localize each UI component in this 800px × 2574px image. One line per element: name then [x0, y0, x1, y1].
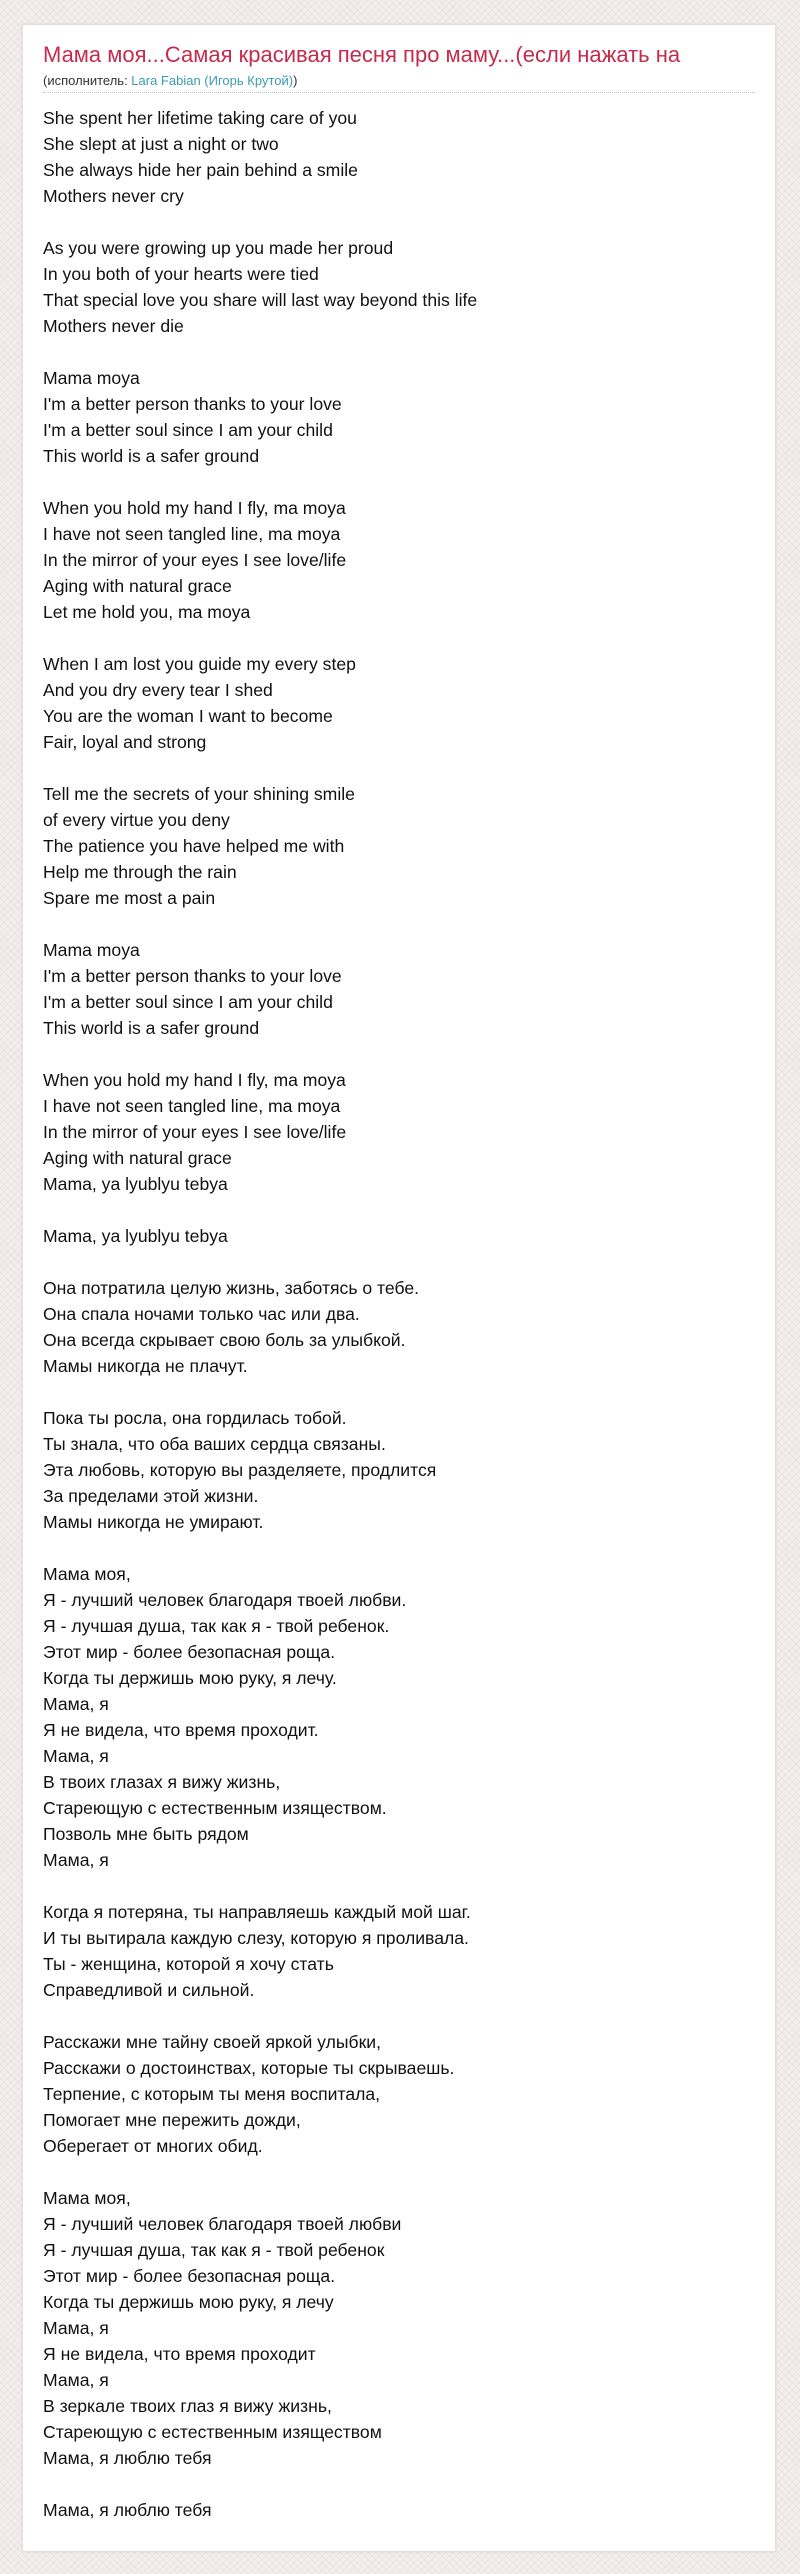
lyrics-stanza — [43, 1067, 775, 1197]
lyric-line: Мама, я люблю тебя — [43, 2448, 212, 2468]
lyric-line: В зеркале твоих глаз я вижу жизнь, — [43, 2396, 332, 2416]
lyric-line: Мама, я — [43, 2370, 109, 2390]
lyric-line: Она всегда скрывает свою боль за улыбкой. — [43, 1330, 406, 1350]
lyric-line: Мама, я — [43, 1746, 109, 1766]
lyric-line: Я не видела, что время проходит. — [43, 1720, 319, 1740]
lyric-line: Этот мир - более безопасная роща. — [43, 2266, 336, 2286]
performer-suffix: ) — [293, 73, 298, 88]
lyric-line: За пределами этой жизни. — [43, 1486, 259, 1506]
lyric-line: In you both of your hearts were tied — [43, 264, 319, 284]
lyric-line: Помогает мне пережить дожди, — [43, 2110, 301, 2130]
lyrics-stanza — [43, 1899, 775, 2003]
lyric-line: Mama, ya lyublyu tebya — [43, 1226, 228, 1246]
lyric-line: Этот мир - более безопасная роща. — [43, 1642, 336, 1662]
lyrics-stanza — [43, 651, 775, 755]
lyric-line: She slept at just a night or two — [43, 134, 279, 154]
lyric-line: Расскажи о достоинствах, которые ты скрываешь. — [43, 2058, 455, 2078]
lyric-line: Расскажи мне тайну своей яркой улыбки, — [43, 2032, 381, 2052]
lyric-line: Fair, loyal and strong — [43, 732, 207, 752]
lyric-line: When you hold my hand I fly, ma moya — [43, 1070, 346, 1090]
lyric-line: I'm a better person thanks to your love — [43, 394, 342, 414]
lyric-line: Help me through the rain — [43, 862, 237, 882]
lyric-line: В твоих глазах я вижу жизнь, — [43, 1772, 281, 1792]
lyric-line: You are the woman I want to become — [43, 706, 333, 726]
lyric-line: Оберегает от многих обид. — [43, 2136, 263, 2156]
lyric-line: When you hold my hand I fly, ma moya — [43, 498, 346, 518]
lyric-line: Мама, я — [43, 2318, 109, 2338]
lyric-line: In the mirror of your eyes I see love/life — [43, 1122, 347, 1142]
lyric-line: Эта любовь, которую вы разделяете, продлится — [43, 1460, 437, 1480]
song-title: Мама моя...Самая красивая песня про маму...(если нажать на — [43, 42, 681, 67]
lyric-line: Мама, я люблю тебя — [43, 2500, 212, 2520]
lyric-line: This world is a safer ground — [43, 446, 260, 466]
lyric-line: She always hide her pain behind a smile — [43, 160, 358, 180]
lyric-line: Она спала ночами только час или два. — [43, 1304, 360, 1324]
lyric-line: Я - лучший человек благодаря твоей любви. — [43, 1590, 407, 1610]
lyric-line: The patience you have helped me with — [43, 836, 345, 856]
lyrics-stanza — [43, 1561, 775, 1873]
performer-link[interactable]: Lara Fabian (Игорь Крутой) — [131, 73, 294, 88]
lyric-line: As you were growing up you made her proud — [43, 238, 394, 258]
lyric-line: Когда ты держишь мою руку, я лечу — [43, 2292, 334, 2312]
lyric-line: I have not seen tangled line, ma moya — [43, 524, 341, 544]
lyric-line: Aging with natural grace — [43, 576, 232, 596]
lyrics-stanza — [43, 781, 775, 911]
lyric-line: Когда я потеряна, ты направляешь каждый мой шаг. — [43, 1902, 471, 1922]
lyric-line: Она потратила целую жизнь, заботясь о тебе. — [43, 1278, 420, 1298]
lyrics-stanza — [43, 235, 775, 339]
lyric-line: Я не видела, что время проходит — [43, 2344, 316, 2364]
lyric-line: Let me hold you, ma moya — [43, 602, 251, 622]
lyrics-body — [43, 105, 775, 2523]
lyric-line: She spent her lifetime taking care of you — [43, 108, 357, 128]
lyric-line: Mama moya — [43, 940, 140, 960]
lyrics-stanza — [43, 1275, 775, 1379]
lyric-line: Я - лучшая душа, так как я - твой ребенок — [43, 2240, 385, 2260]
lyric-line: Aging with natural grace — [43, 1148, 232, 1168]
lyrics-stanza — [43, 2497, 775, 2523]
lyric-line: Стареющую с естественным изяществом. — [43, 1798, 387, 1818]
lyric-line: Mama moya — [43, 368, 140, 388]
lyric-line: I'm a better person thanks to your love — [43, 966, 342, 986]
lyric-line: Spare me most a pain — [43, 888, 216, 908]
lyric-line: Мама, я — [43, 1694, 109, 1714]
lyric-line: Когда ты держишь мою руку, я лечу. — [43, 1668, 337, 1688]
lyrics-stanza — [43, 937, 775, 1041]
lyric-line: Ты знала, что оба ваших сердца связаны. — [43, 1434, 386, 1454]
lyric-line: Я - лучший человек благодаря твоей любви — [43, 2214, 402, 2234]
lyric-line: Я - лучшая душа, так как я - твой ребенок. — [43, 1616, 390, 1636]
lyric-line: И ты вытирала каждую слезу, которую я проливала. — [43, 1928, 469, 1948]
lyric-line: And you dry every tear I shed — [43, 680, 273, 700]
lyric-line: Mothers never die — [43, 316, 184, 336]
lyric-line: This world is a safer ground — [43, 1018, 260, 1038]
lyric-line: Мамы никогда не плачут. — [43, 1356, 248, 1376]
lyric-line: I have not seen tangled line, ma moya — [43, 1096, 341, 1116]
lyric-line: Стареющую с естественным изяществом — [43, 2422, 382, 2442]
lyric-line: I'm a better soul since I am your child — [43, 420, 333, 440]
lyrics-card — [22, 24, 776, 2552]
lyric-line: Мама моя, — [43, 1564, 131, 1584]
lyric-line: I'm a better soul since I am your child — [43, 992, 333, 1012]
lyric-line: of every virtue you deny — [43, 810, 230, 830]
performer-line — [43, 73, 755, 93]
lyric-line: Пока ты росла, она гордилась тобой. — [43, 1408, 347, 1428]
lyric-line: Терпение, с которым ты меня воспитала, — [43, 2084, 381, 2104]
lyric-line: When I am lost you guide my every step — [43, 654, 356, 674]
lyrics-stanza — [43, 2185, 775, 2471]
lyrics-stanza — [43, 2029, 775, 2159]
lyric-line: Tell me the secrets of your shining smile — [43, 784, 355, 804]
performer-prefix: (исполнитель: — [43, 73, 132, 88]
lyric-line: In the mirror of your eyes I see love/life — [43, 550, 347, 570]
lyric-line: Мамы никогда не умирают. — [43, 1512, 264, 1532]
lyrics-stanza — [43, 1405, 775, 1535]
lyric-line: Позволь мне быть рядом — [43, 1824, 249, 1844]
lyric-line: Мама моя, — [43, 2188, 131, 2208]
lyrics-stanza — [43, 1223, 775, 1249]
lyric-line: Справедливой и сильной. — [43, 1980, 255, 2000]
lyric-line: Mama, ya lyublyu tebya — [43, 1174, 228, 1194]
lyric-line: That special love you share will last way beyond this life — [43, 290, 478, 310]
lyrics-stanza — [43, 105, 775, 209]
lyric-line: Mothers never cry — [43, 186, 184, 206]
lyrics-stanza — [43, 495, 775, 625]
lyric-line: Мама, я — [43, 1850, 109, 1870]
lyric-line: Ты - женщина, которой я хочу стать — [43, 1954, 334, 1974]
lyrics-stanza — [43, 365, 775, 469]
